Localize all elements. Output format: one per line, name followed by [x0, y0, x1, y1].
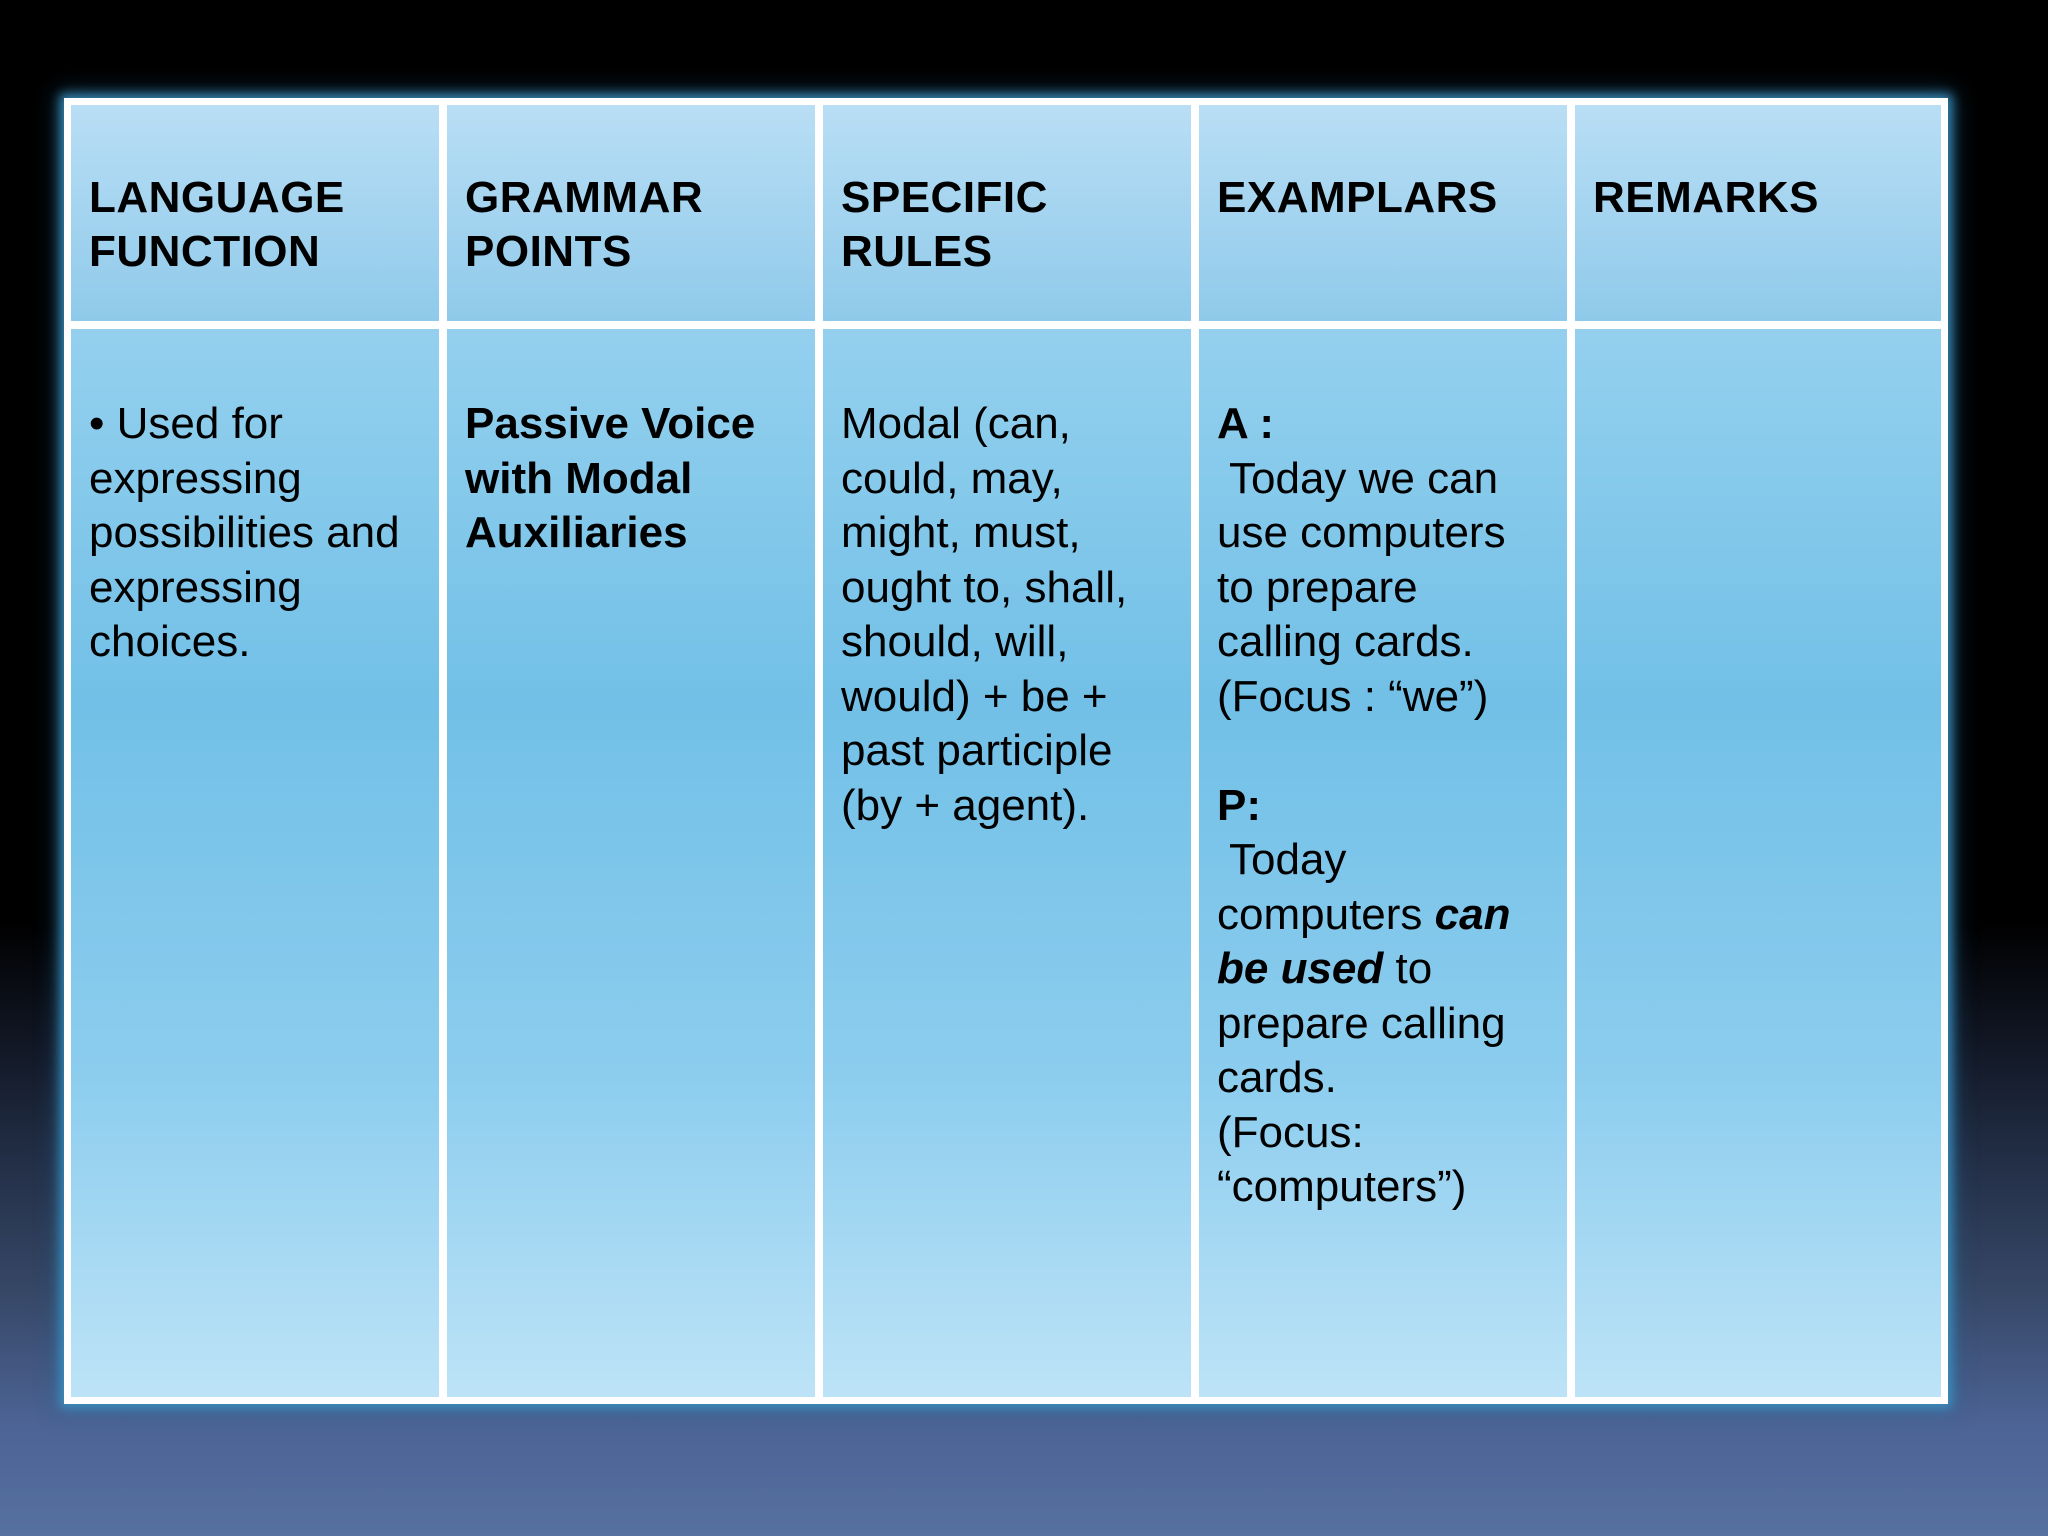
specific-rules-text: Modal (can, could, may, might, must, ought to, shall, should, will, would) + be + past participle (by + agent).	[841, 399, 1128, 830]
cell-grammar-points	[447, 329, 815, 1397]
header-specific-rules	[823, 105, 1191, 321]
active-focus: (Focus : “we”)	[1217, 671, 1489, 721]
header-remarks	[1575, 105, 1941, 321]
header-remarks-label: REMARKS	[1593, 173, 1819, 222]
active-sentence	[1217, 452, 1551, 670]
passive-focus: (Focus: “computers”)	[1217, 1107, 1467, 1211]
language-function-text: • Used for expressing possibilities and expressing choices.	[89, 399, 400, 666]
header-language-function-label: LANGUAGE FUNCTION	[89, 173, 345, 276]
header-grammar-points	[447, 105, 815, 321]
cell-examplars	[1199, 329, 1567, 1397]
grammar-table	[64, 98, 1948, 1404]
active-sentence-text: Today we can use computers to prepare calling cards.	[1217, 453, 1506, 666]
grammar-points-text: Passive Voice with Modal Auxiliaries	[465, 399, 756, 557]
header-examplars-label: EXAMPLARS	[1217, 173, 1498, 222]
passive-before-text: Today computers	[1217, 835, 1435, 939]
header-examplars	[1199, 105, 1567, 321]
passive-verb-text: can be used	[1217, 889, 1511, 993]
active-label: A :	[1217, 399, 1275, 448]
header-specific-rules-label: SPECIFIC RULES	[841, 173, 1048, 276]
passive-sentence	[1217, 833, 1551, 1106]
passive-after-text: to prepare calling cards.	[1217, 944, 1506, 1102]
cell-remarks	[1575, 329, 1941, 1397]
header-grammar-points-label: GRAMMAR POINTS	[465, 173, 704, 276]
cell-language-function	[71, 329, 439, 1397]
cell-specific-rules	[823, 329, 1191, 1397]
passive-label: P:	[1217, 780, 1261, 830]
spacer	[1217, 724, 1551, 779]
header-language-function	[71, 105, 439, 321]
